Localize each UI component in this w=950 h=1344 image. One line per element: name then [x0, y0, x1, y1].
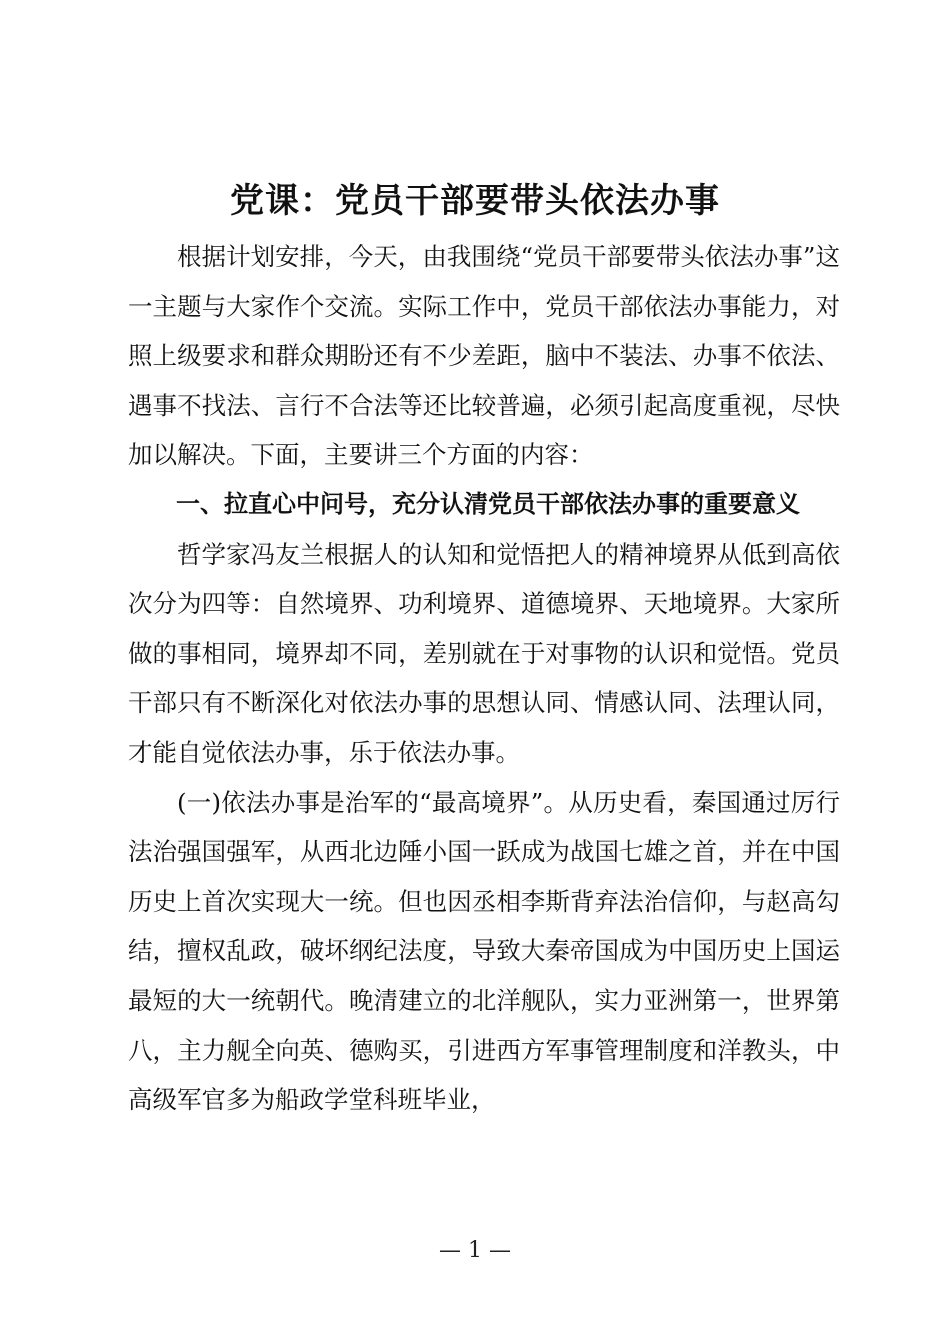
intro-paragraph: 根据计划安排，今天，由我围绕“党员干部要带头依法办事”这一主题与大家作个交流。实际工作中，党员干部依法办事能力，对照上级要求和群众期盼还有不少差距，脑中不装法、办事不依法、遇事不找法、言行不合法等还比较普遍，必须引起高度重视，尽快加以解决。下面，主要讲三个方面的内容：	[128, 242, 840, 470]
page-number: — 1 —	[439, 1238, 511, 1263]
section-1-paragraph-2: (一)依法办事是治军的“最高境界”。从历史看，秦国通过厉行法治强国强军，从西北边陲小国一跃成为战国七雄之首，并在中国历史上首次实现大一统。但也因丞相李斯背弃法治信仰，与赵高勾结，擅权乱政，破坏纲纪法度，导致大秦帝国成为中国历史上国运最短的大一统朝代。晚清建立的北洋舰队，实力亚洲第一，世界第八，主力舰全向英、德购买，引进西方军事管理制度和洋教头，中高级军官多为船政学堂科班毕业，	[128, 787, 840, 1115]
document-title: 党课：党员干部要带头依法办事	[230, 181, 720, 221]
section-1-paragraph-1: 哲学家冯友兰根据人的认知和觉悟把人的精神境界从低到高依次分为四等：自然境界、功利境界、道德境界、天地境界。大家所做的事相同，境界却不同，差别就在于对事物的认识和觉悟。党员干部只有不断深化对依法办事的思想认同、情感认同、法理认同，才能自觉依法办事，乐于依法办事。	[128, 539, 840, 767]
document-body	[128, 232, 840, 1125]
section-heading-1: 一、拉直心中问号，充分认清党员干部依法办事的重要意义	[176, 489, 800, 518]
